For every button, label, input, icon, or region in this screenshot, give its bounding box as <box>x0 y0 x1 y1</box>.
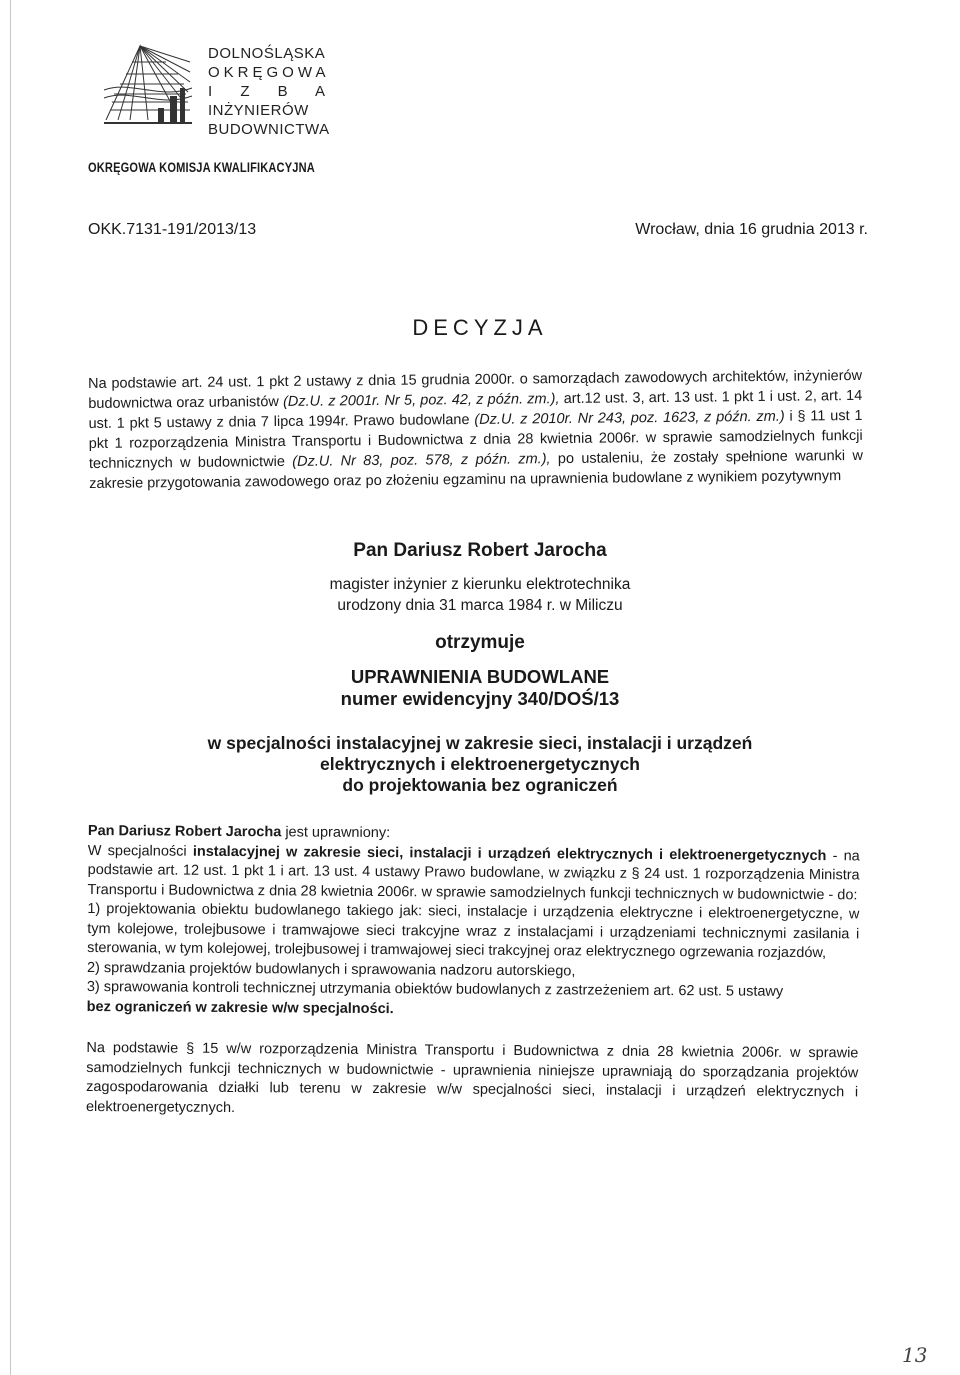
commission-name: OKRĘGOWA KOMISJA KWALIFIKACYJNA <box>88 160 315 175</box>
org-line-2: OKRĘGOWA <box>208 64 330 81</box>
preamble-part-1: Na podstawie art. 24 ust. 1 pkt 2 ustawy z dnia 15 grudnia 2000r. o samorządach zawodowych architektów, inżynierów budownictwa oraz urbanistów <box>88 367 863 412</box>
reference-number: OKK.7131-191/2013/13 <box>88 221 257 238</box>
org-line-4: INŻYNIERÓW <box>208 102 309 119</box>
receives-heading: otrzymuje <box>435 632 525 653</box>
specialty-line-1: w specjalności instalacyjnej w zakresie sieci, instalacji i urządzeń <box>207 733 753 753</box>
entitlement-scope-bold: bez ograniczeń w zakresie w/w specjalności. <box>86 998 394 1017</box>
specialty-line-3: do projektowania bez ograniczeń <box>342 775 618 795</box>
preamble-part-4: po ustaleniu, że zostały spełnione warunki w zakresie przygotowania zawodowego oraz po złożeniu egzaminu na uprawnienia budowlane z wynikiem pozytywnym <box>89 447 863 492</box>
entitlement-item-3: 3) sprawowania kontroli technicznej utrzymania obiektów budowlanych z zastrzeżeniem art. 62 ust. 5 ustawy <box>86 978 784 1000</box>
closing-paragraph: Na podstawie § 15 w/w rozporządzenia Ministra Transportu i Budownictwa z dnia 28 kwietnia 2006r. w sprawie samodzielnych funkcji technicznych w budownictwie - uprawnienia niniejsze uprawniają do sporządzania projektów zagospodarowania działki lub terenu w zakresie w/w specjalności sieci, instalacji i urządzeń elektrycznych i elektroenergetycznych. <box>85 1039 859 1116</box>
basis-part-a: W specjalności <box>87 842 193 860</box>
org-line-5: BUDOWNICTWA <box>208 121 330 138</box>
handwritten-page-number: 13 <box>902 1343 928 1367</box>
permission-title: UPRAWNIENIA BUDOWLANE <box>350 666 610 687</box>
registration-number: numer ewidencyjny 340/DOŚ/13 <box>340 688 620 709</box>
recipient-details <box>0 574 960 616</box>
organization-name <box>208 44 337 139</box>
intro-rest: jest uprawniony: <box>281 824 391 842</box>
specialty-line-2: elektrycznych i elektroenergetycznych <box>319 754 640 774</box>
recipient-birth: urodzony dnia 31 marca 1984 r. w Miliczu <box>337 597 623 614</box>
preamble-citation-1: (Dz.U. z 2001r. Nr 5, poz. 42, z późn. zm.), <box>282 391 560 410</box>
org-line-3: I Z B A <box>208 83 338 100</box>
basis-part-b: instalacyjnej w zakresie sieci, instalacji i urządzeń elektrycznych i elektroenergetycznych <box>192 843 827 864</box>
recipient-degree: magister inżynier z kierunku elektrotechnika <box>329 576 631 593</box>
preamble-citation-2: (Dz.U. z 2010r. Nr 243, poz. 1623, z późn. zm.) <box>474 408 785 428</box>
preamble-citation-3: (Dz.U. Nr 83, poz. 578, z późn. zm.), <box>292 451 551 470</box>
entitlement-item-2: 2) sprawdzania projektów budowlanych i sprawowania nadzoru autorskiego, <box>86 959 576 979</box>
preamble-part-3: i § 11 ust 1 pkt 1 rozporządzenia Ministra Transportu i Budownictwa z dnia 28 kwietnia 2006r. w sprawie samodzielnych funkcji technicznych w budownictwie <box>88 407 863 472</box>
intro-name: Pan Dariusz Robert Jarocha <box>87 823 282 841</box>
legal-basis-paragraph <box>88 366 863 494</box>
document-title: DECYZJA <box>412 315 548 340</box>
chamber-logo-icon <box>100 40 196 128</box>
specialty-block <box>0 733 960 796</box>
place-and-date: Wrocław, dnia 16 grudnia 2013 r. <box>635 221 868 238</box>
org-line-1: DOLNOŚLĄSKA <box>208 45 326 62</box>
entitlement-item-1: 1) projektowania obiektu budowlanego takiego jak: sieci, instalacje i urządzenia elektryczne i elektroenergetyczne, w tym kolejowe, trolejbusowe i tramwajowe sieci trakcyjne wraz z instalacjami i urządzeniami technicznymi zasilania i sterowania, w tym kolejowej, trolejbusowej i tramwajowej sieci trakcyjnej oraz elektrycznego ogrzewania rozjazdów, <box>87 900 860 962</box>
recipient-name: Pan Dariusz Robert Jarocha <box>353 540 607 561</box>
permission-block <box>0 666 960 710</box>
basis-part-c: - na podstawie art. 12 ust. 1 pkt 1 i art. 13 ust. 4 ustawy Prawo budowlane, w związku z § 24 ust. 1 rozporządzenia Ministra Transportu i Budownictwa z dnia 28 kwietnia 2006r. w sprawie samodzielnych funkcji technicznych w budownictwie - do: <box>87 847 860 903</box>
entitlements-section <box>86 822 860 1122</box>
specialty-basis-paragraph <box>87 841 859 905</box>
preamble-part-2: art.12 ust. 3, art. 13 ust. 1 pkt 1 i ust. 2, art. 14 ust. 1 pkt 5 ustawy z dnia 7 lipca 1994r. Prawo budowlane <box>88 387 863 432</box>
